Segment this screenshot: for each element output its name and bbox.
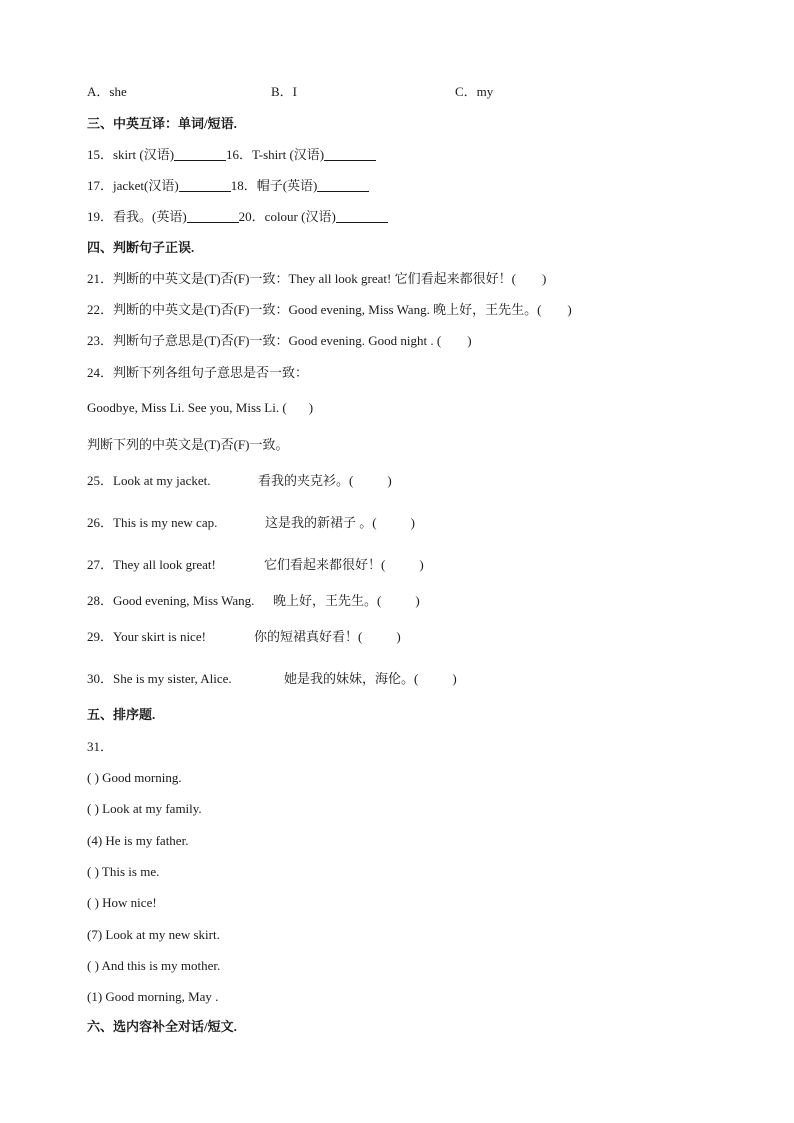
option-c: C．my — [455, 84, 494, 99]
q16-blank[interactable] — [324, 148, 376, 161]
vocab-row-19-20 — [87, 209, 388, 225]
q24: 24．判断下列各组句子意思是否一致： — [87, 365, 309, 380]
q21-close: ) — [541, 271, 547, 286]
pair-26-cn — [265, 515, 415, 531]
pair-27-en: 27．They all look great! — [87, 557, 216, 572]
pair-cn-text: 这是我的新裙子 。( — [265, 515, 377, 530]
vocab-row-15-16 — [87, 147, 376, 163]
pair-cn-text: 她是我的妹妹，海伦。( — [284, 671, 419, 686]
q23-close: ) — [467, 333, 472, 348]
pair-28-en: 28．Good evening, Miss Wang. — [87, 593, 255, 608]
q31-number: 31． — [87, 739, 114, 754]
q24-close: ) — [308, 400, 314, 415]
pair-close-paren: ) — [396, 629, 401, 644]
order-item: ( ) Look at my family. — [87, 801, 202, 817]
q17-label: 17．jacket(汉语) — [87, 178, 179, 193]
pair-30-en: 30．She is my sister, Alice. — [87, 671, 232, 686]
q21-text: 21．判断的中英文是(T)否(F)一致：They all look great! 它们看起来都很好！( — [87, 271, 516, 286]
order-item: ( ) How nice! — [87, 895, 157, 911]
q22-close: ) — [567, 302, 572, 317]
q20-label: 20．colour (汉语) — [238, 209, 336, 224]
q19-label: 19．看我。(英语) — [87, 209, 187, 224]
pair-close-paren: ) — [452, 671, 457, 686]
option-b: B．I — [271, 84, 298, 99]
q24-sentence — [87, 400, 313, 416]
order-item: ( ) Good morning. — [87, 770, 182, 785]
q24-sentence-text: Goodbye, Miss Li. See you, Miss Li. ( — [87, 400, 287, 415]
pair-29-en: 29．Your skirt is nice! — [87, 629, 206, 644]
instruction: 判断下列的中英文是(T)否(F)一致。 — [87, 437, 289, 452]
q23 — [87, 333, 472, 349]
order-item: (7) Look at my new skirt. — [87, 926, 220, 942]
order-item: (4) He is my father. — [87, 832, 189, 848]
q15-label: 15．skirt (汉语) — [87, 147, 175, 162]
q23-text: 23．判断句子意思是(T)否(F)一致：Good evening. Good night . ( — [87, 333, 442, 348]
q22 — [87, 302, 572, 318]
pair-25-en: 25．Look at my jacket. — [87, 473, 211, 488]
q16-label: 16．T-shirt (汉语) — [226, 147, 325, 162]
order-item: ( ) This is me. — [87, 863, 160, 879]
pair-27-cn — [264, 557, 424, 573]
pair-28-cn — [273, 593, 420, 609]
pair-cn-text: 看我的夹克衫。( — [258, 473, 354, 488]
pair-close-paren: ) — [415, 593, 420, 608]
section3-heading: 三、中英互译：单词/短语. — [87, 116, 237, 131]
q21 — [87, 271, 546, 287]
order-item: ( ) And this is my mother. — [87, 957, 221, 973]
pair-25-cn — [258, 473, 392, 489]
pair-29-cn — [254, 629, 401, 645]
section5-heading: 五、排序题. — [87, 707, 156, 722]
pair-30-cn — [284, 671, 457, 687]
q20-blank[interactable] — [336, 210, 388, 223]
q17-blank[interactable] — [179, 179, 231, 192]
q18-blank[interactable] — [317, 179, 369, 192]
q22-text: 22．判断的中英文是(T)否(F)一致：Good evening, Miss Wang. 晚上好，王先生。( — [87, 302, 542, 317]
pair-close-paren: ) — [419, 557, 424, 572]
pair-close-paren: ) — [410, 515, 415, 530]
pair-26-en: 26．This is my new cap. — [87, 515, 218, 530]
q15-blank[interactable] — [174, 148, 226, 161]
option-a: A．she — [87, 84, 127, 99]
vocab-row-17-18 — [87, 178, 369, 194]
q18-label: 18．帽子(英语) — [230, 178, 318, 193]
order-item: (1) Good morning, May . — [87, 989, 219, 1005]
section6-heading: 六、选内容补全对话/短文. — [87, 1019, 237, 1034]
pair-close-paren: ) — [387, 473, 392, 488]
pair-cn-text: 你的短裙真好看！( — [254, 629, 363, 644]
pair-cn-text: 它们看起来都很好！( — [264, 557, 386, 572]
section4-heading: 四、判断句子正误. — [87, 240, 195, 255]
q19-blank[interactable] — [187, 210, 239, 223]
pair-cn-text: 晚上好，王先生。( — [273, 593, 382, 608]
